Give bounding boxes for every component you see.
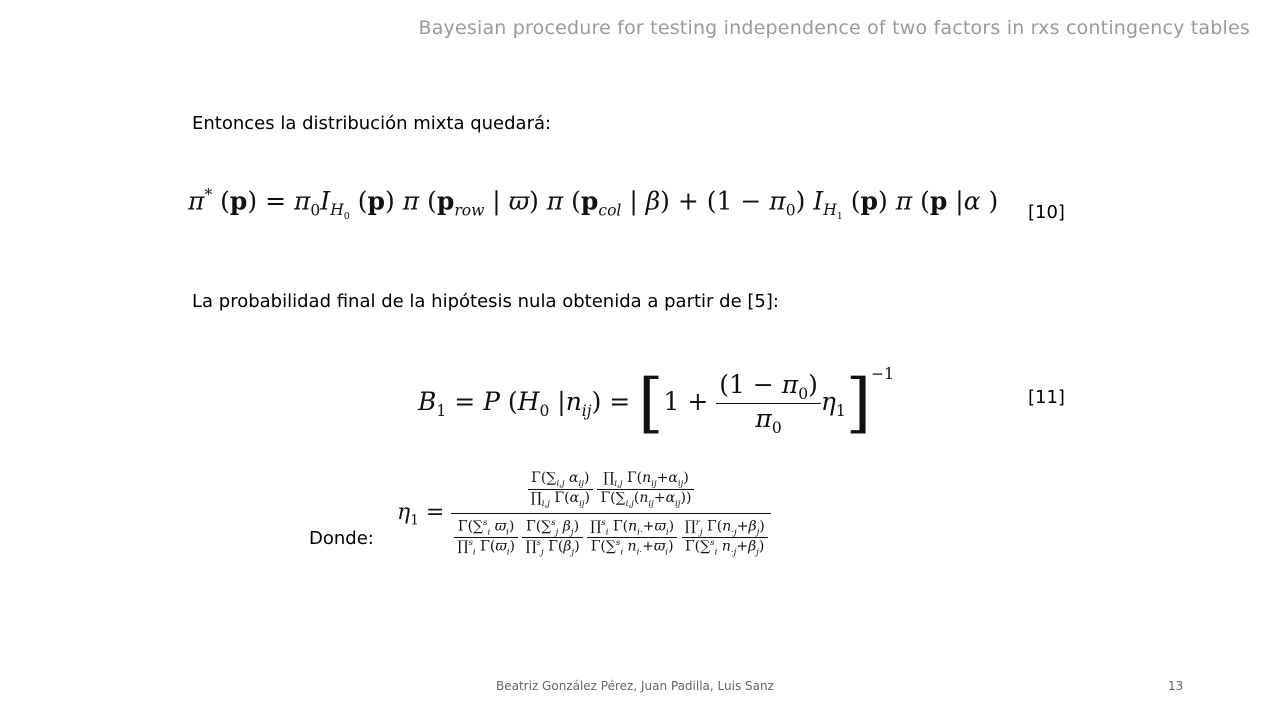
footer-authors: Beatriz González Pérez, Juan Padilla, Luis Sanz [496,679,774,693]
slide-title: Bayesian procedure for testing independence of two factors in rxs contingency tables [418,17,1250,39]
equation-10-label: [10] [1028,202,1065,223]
page-number: 13 [1168,679,1184,693]
equation-10: π* $(p) = \pi_0I_{H_0}$ (p) π ($p_{row}$ | ϖ) π ($p_{col}$ | $\beta) + (1 - \pi_0)$ $I_{H_1}$ (p) π (p |α ) [188,186,999,223]
donde-label: Donde: [309,528,374,549]
probability-text: La probabilidad final de la hipótesis nula obtenida a partir de [5]: [192,291,779,312]
intro-text: Entonces la distribución mixta quedará: [192,113,552,134]
equation-11-label: [11] [1028,387,1065,408]
eta-equation: $\eta_1$ = $\frac{\Gamma(\sum_{i,j} \alpha_{ij})}{\prod_{i,j} \Gamma(\alpha_{ij})}$ $\frac{\prod_{i,j} \Gamma(n_{ij}+\alpha_{ij})}{\Gamma(\sum_{i,j}(n_{ij}+\alpha_{ij}))}$ $\frac{\Gamma(\sum^s_i ϖ_i)}{\prod^s_i \Gamma(ϖ_i)}$ $\frac{\Gamma(\sum^s_j \beta_j)}{\prod^s_j \Gamma(\beta_j)}$ $\frac{\prod^s_i \Gamma(n_{i\cdot}+ϖ_i)}{\Gamma(\sum^s_i n_{i\cdot}+ϖ_i)}$ $\frac{\prod^r_j \Gamma(n_{\cdot j}+\beta_j)}{\Gamma(\sum^s_i n_{\cdot j}+\beta_j)}$ [397,470,771,558]
equation-11: $B_1 = P$ ($H_0$ $|n_{ij}) = [1$ + $\frac{(1 - \pi_0)}{\pi_0}$ $\eta_1]^{-1}$ [418,364,894,441]
